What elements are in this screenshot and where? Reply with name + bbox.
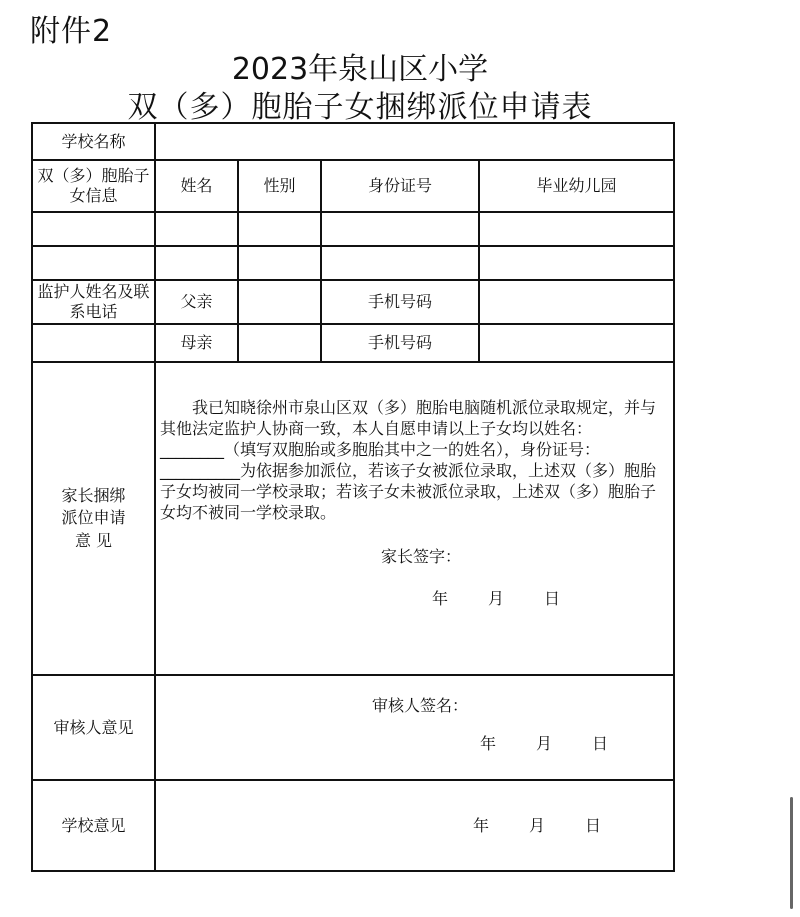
parent-opinion-text: 家长捆绑派位申请 意 见 [61,485,126,550]
child-name-field[interactable] [155,246,238,280]
declaration-paragraph-2: ________（填写双胞胎或多胞胎其中之一的姓名），身份证号：__________为依据参加派位，若该子女被派位录取，上述双（多）胞胎子女均被同一学校录取；若该子女未被派位录取，上述双（多）胞胎子女均不被同一学校录取。 [160,440,657,522]
child-row [32,246,674,280]
father-phone-field[interactable] [479,280,674,324]
blank-cell [32,246,155,280]
title-line-2: 双（多）胞胎子女捆绑派位申请表 [127,90,593,125]
date-month: 月 [529,815,546,835]
child-gender-field[interactable] [238,212,321,246]
col-kindergarten-header: 毕业幼儿园 [479,160,674,212]
application-form-table [31,122,675,872]
col-name-header: 姓名 [155,160,238,212]
date-year: 年 [432,589,449,608]
father-name-field[interactable] [238,280,321,324]
declaration-paragraph-1: 我已知晓徐州市泉山区双（多）胞胎电脑随机派位录取规定，并与其他法定监护人协商一致，本人自愿申请以上子女均以姓名： [160,398,657,438]
parent-date [156,589,673,609]
parent-opinion-cell [155,362,674,675]
date-day: 日 [592,734,609,753]
title-line-1: 2023年泉山区小学 [231,52,489,87]
child-gender-field[interactable] [238,246,321,280]
col-gender-header: 性别 [238,160,321,212]
parent-sign-label: 家长签字： [381,547,462,566]
mother-phone-label: 手机号码 [321,324,479,362]
reviewer-date [156,734,673,754]
parent-opinion-label [32,362,155,675]
father-label: 父亲 [155,280,238,324]
reviewer-opinion-label: 审核人意见 [32,675,155,780]
reviewer-sign-label: 审核人签名： [372,696,469,715]
date-day: 日 [544,589,561,608]
guardian-label: 监护人姓名及联系电话 [32,280,155,324]
col-id-header: 身份证号 [321,160,479,212]
date-year: 年 [480,734,497,753]
child-id-field[interactable] [321,246,479,280]
school-name-label: 学校名称 [32,123,155,160]
child-name-field[interactable] [155,212,238,246]
child-row [32,212,674,246]
reviewer-opinion-cell [155,675,674,780]
twins-info-label: 双（多）胞胎子女信息 [32,160,155,212]
mother-label: 母亲 [155,324,238,362]
date-year: 年 [473,815,490,835]
father-phone-label: 手机号码 [321,280,479,324]
date-month: 月 [536,734,553,753]
school-name-field[interactable] [155,123,674,160]
mother-phone-field[interactable] [479,324,674,362]
attachment-label: 附件2 [30,14,113,49]
child-id-field[interactable] [321,212,479,246]
child-kindergarten-field[interactable] [479,246,674,280]
date-day: 日 [585,815,602,835]
date-month: 月 [488,589,505,608]
school-opinion-cell [155,780,674,871]
child-kindergarten-field[interactable] [479,212,674,246]
blank-cell [32,212,155,246]
school-date [156,816,673,836]
mother-name-field[interactable] [238,324,321,362]
vertical-scrollbar[interactable] [790,797,793,909]
blank-cell [32,324,155,362]
school-opinion-label: 学校意见 [32,780,155,871]
